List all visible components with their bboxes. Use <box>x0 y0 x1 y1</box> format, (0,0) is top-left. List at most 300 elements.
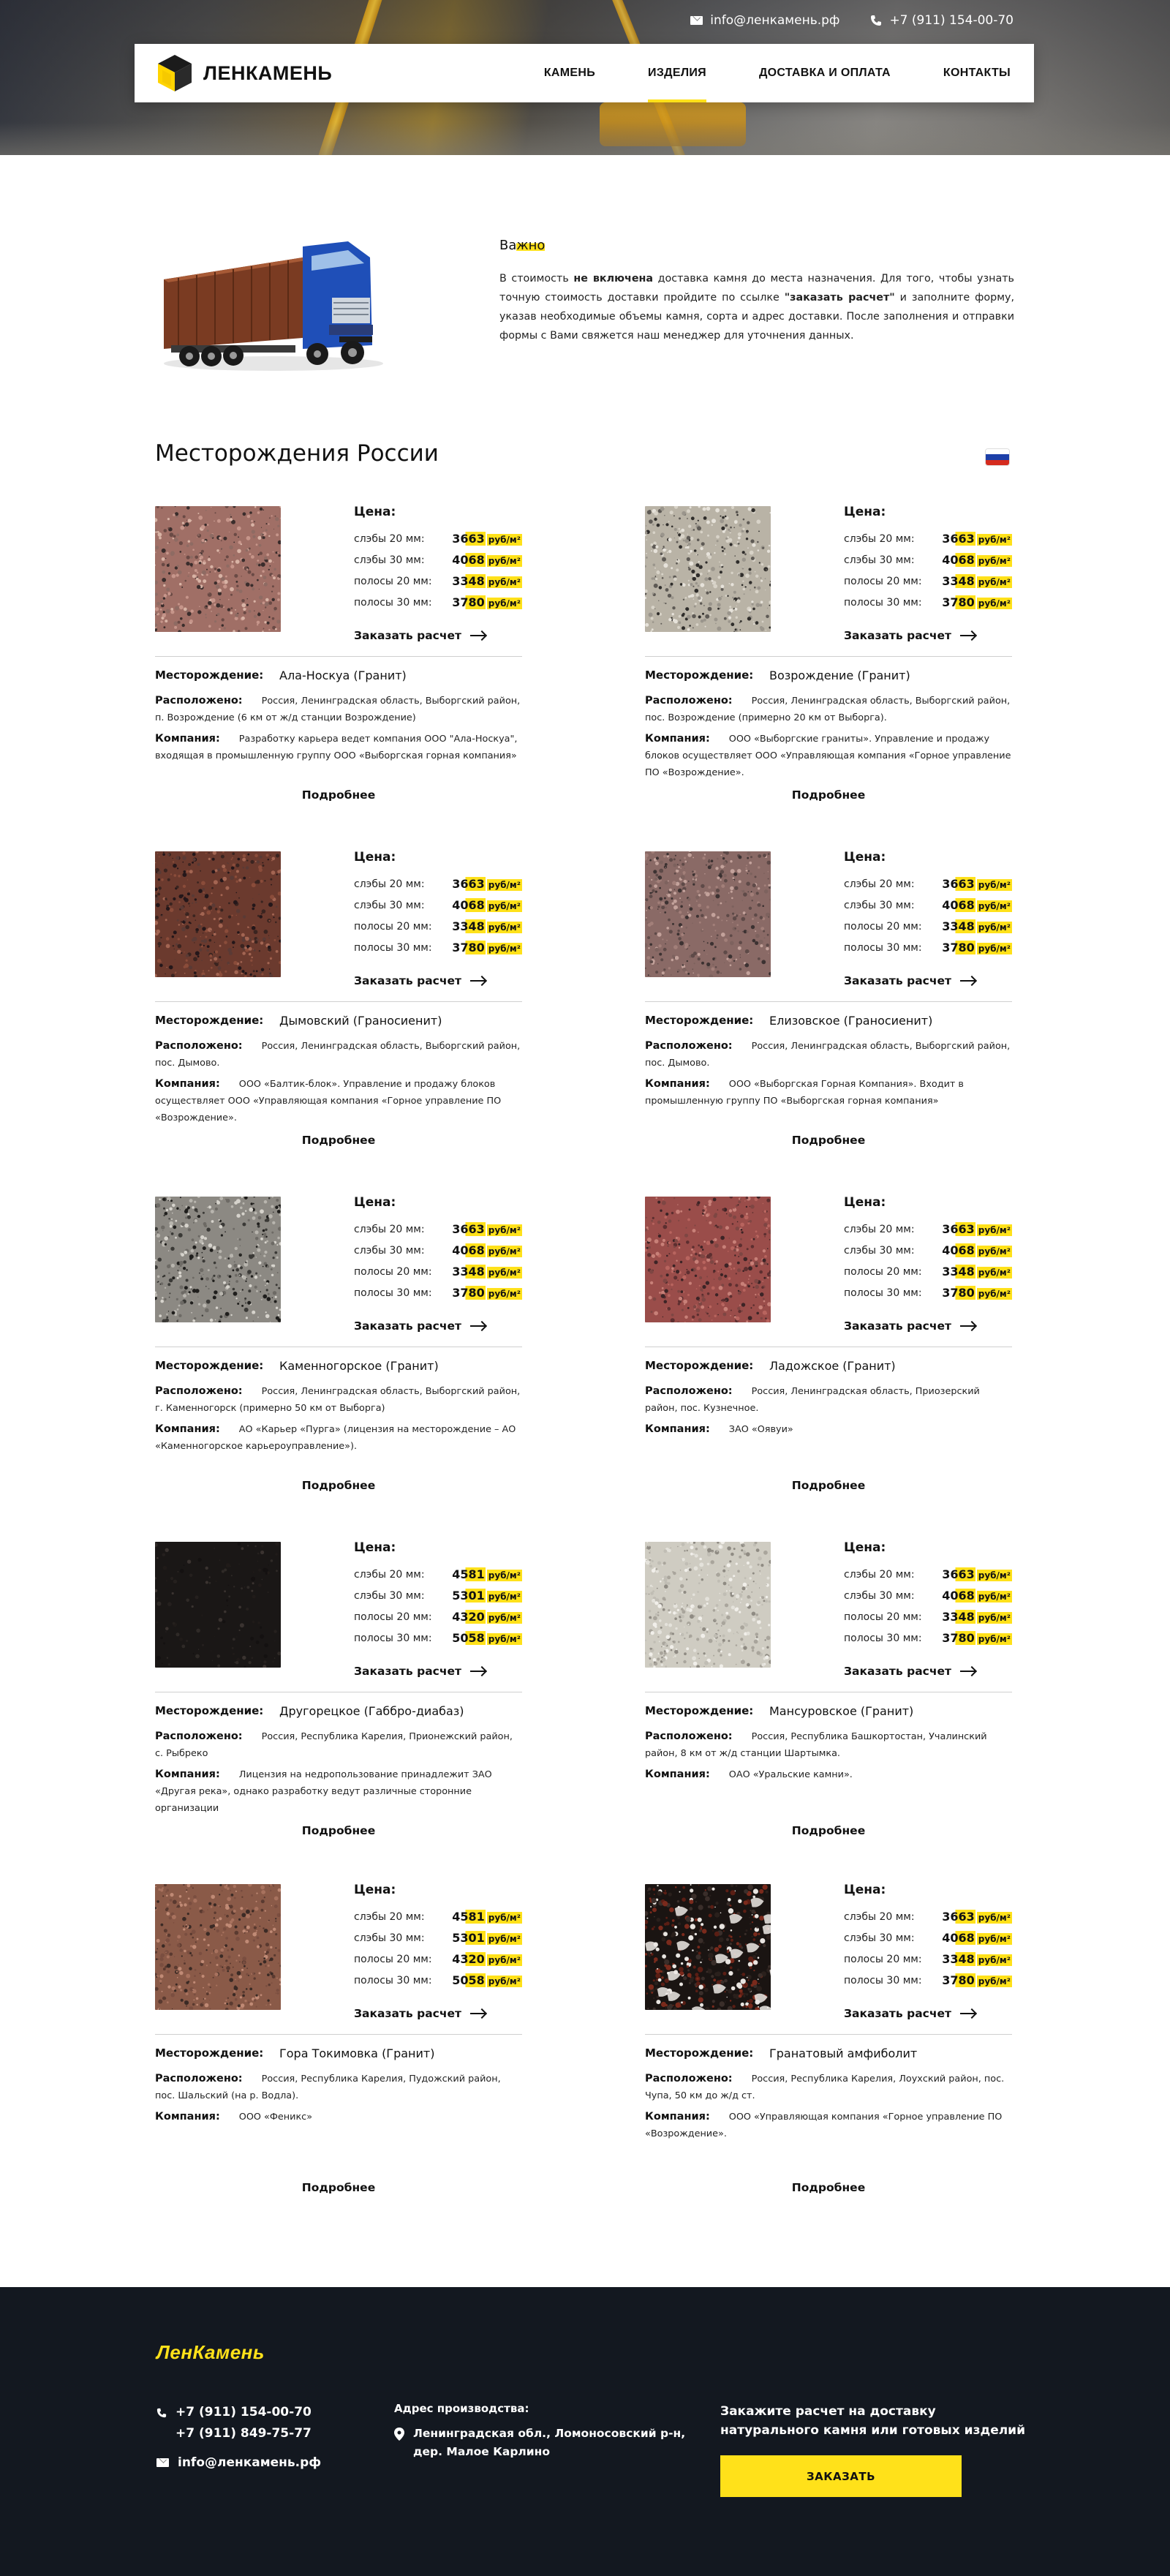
price-row <box>844 1627 1012 1649</box>
price-block <box>354 1195 522 1303</box>
price-label: слэбы 20 мм: <box>354 1223 425 1235</box>
location-pin-icon <box>394 2428 404 2441</box>
location-row <box>155 2071 522 2104</box>
location-value: Россия, Республика Карелия, Пудожский район, пос. Шальский (на р. Водла). <box>155 2074 501 2101</box>
price-number: 4581 <box>452 1910 485 1924</box>
order-calc-label: Заказать расчет <box>844 1319 951 1333</box>
deposit-name: Другорецкое (Габбро-диабаз) <box>279 1704 464 1718</box>
price-unit: руб/м² <box>488 922 521 933</box>
price-title: Цена: <box>844 1883 886 1897</box>
price-value <box>452 1589 522 1603</box>
location-value: Россия, Республика Башкортостан, Учалинский район, 8 км от ж/д станции Шартымка. <box>645 1731 987 1759</box>
price-number: 5058 <box>452 1973 485 1987</box>
price-unit: руб/м² <box>488 944 521 954</box>
logo-cube-icon <box>156 53 193 93</box>
order-calc-label: Заказать расчет <box>354 629 461 642</box>
price-value <box>942 595 1012 609</box>
more-link[interactable]: Подробнее <box>791 1479 866 1492</box>
price-unit: руб/м² <box>488 535 521 545</box>
location-value: Россия, Ленинградская область, Выборгский район, п. Возрождение (6 км от ж/д станции Возрождение) <box>155 696 521 723</box>
price-row <box>354 1585 522 1606</box>
topbar <box>690 13 1014 28</box>
price-value <box>452 1265 522 1278</box>
price-row <box>354 1906 522 1927</box>
stone-sample-image <box>155 1884 281 2010</box>
company-label: Компания: <box>645 2111 710 2123</box>
price-value <box>942 1610 1012 1624</box>
company-row <box>155 1766 522 1817</box>
nav-item-stone[interactable]: КАМЕНЬ <box>543 67 596 79</box>
card-divider <box>155 2034 522 2035</box>
price-label: слэбы 30 мм: <box>844 899 915 911</box>
price-value <box>942 1222 1012 1236</box>
price-value <box>452 1286 522 1300</box>
price-unit: руб/м² <box>488 1913 521 1923</box>
price-label: слэбы 20 мм: <box>354 878 425 890</box>
price-row <box>354 1240 522 1261</box>
company-label: Компания: <box>155 1078 220 1090</box>
price-number: 4068 <box>942 1931 975 1945</box>
stone-sample-image <box>155 506 281 632</box>
company-label: Компания: <box>155 733 220 745</box>
price-unit: руб/м² <box>978 1613 1011 1623</box>
price-unit: руб/м² <box>978 577 1011 587</box>
location-row <box>645 1038 1012 1072</box>
price-label: полосы 20 мм: <box>354 575 432 587</box>
price-label: слэбы 30 мм: <box>354 554 425 566</box>
hero-rubble <box>0 122 1170 155</box>
more-link[interactable]: Подробнее <box>791 1824 866 1837</box>
price-number: 3780 <box>452 941 485 954</box>
price-block <box>354 505 522 613</box>
price-unit: руб/м² <box>978 556 1011 566</box>
company-label: Компания: <box>645 1769 710 1780</box>
deposit-name-row <box>155 2046 522 2060</box>
important-title <box>499 238 545 253</box>
price-number: 3663 <box>452 532 485 546</box>
price-title: Цена: <box>354 1883 396 1897</box>
important-text-bold: не включена <box>573 273 654 285</box>
price-label: полосы 20 мм: <box>844 1953 922 1965</box>
price-value <box>452 532 522 546</box>
card-divider <box>155 1001 522 1002</box>
company-value: Разработку карьера ведет компания ООО "Ала-Носкуа", входящая в промышленную группу ООО «Выборгская горная компания» <box>155 734 518 761</box>
deposit-label: Месторождение: <box>155 1704 264 1717</box>
price-unit: руб/м² <box>978 1976 1011 1986</box>
price-row <box>354 1627 522 1649</box>
deposit-card <box>645 1542 1012 1856</box>
company-row <box>645 1421 1012 1438</box>
price-title: Цена: <box>354 1195 396 1210</box>
deposit-info <box>155 669 522 769</box>
company-label: Компания: <box>155 1769 220 1780</box>
deposit-card <box>645 851 1012 1166</box>
price-unit: руб/м² <box>978 598 1011 609</box>
price-value <box>452 898 522 912</box>
price-block <box>844 1195 1012 1303</box>
location-label: Расположено: <box>155 2073 243 2084</box>
price-row <box>354 1970 522 1991</box>
price-number: 4068 <box>452 1243 485 1257</box>
deposit-label: Месторождение: <box>645 669 754 682</box>
price-number: 4068 <box>942 898 975 912</box>
deposit-label: Месторождение: <box>155 1014 264 1027</box>
price-unit: руб/м² <box>488 1225 521 1235</box>
deposit-card <box>155 1884 522 2199</box>
location-row <box>155 1383 522 1417</box>
price-title: Цена: <box>844 1540 886 1555</box>
price-unit: руб/м² <box>978 1913 1011 1923</box>
price-number: 4320 <box>452 1952 485 1966</box>
price-row <box>844 1906 1012 1927</box>
price-unit: руб/м² <box>978 1592 1011 1602</box>
price-label: слэбы 30 мм: <box>354 1589 425 1602</box>
price-row <box>844 916 1012 937</box>
order-calc-button[interactable] <box>354 2007 485 2020</box>
company-value: ЗАО «Оявуи» <box>728 1424 793 1435</box>
price-value <box>942 1589 1012 1603</box>
arrow-right-icon <box>960 980 975 982</box>
order-calc-link[interactable]: "заказать расчет" <box>784 292 895 304</box>
location-value: Россия, Ленинградская область, Выборгский район, г. Каменногорск (примерно 50 км от Выборга) <box>155 1386 521 1414</box>
footer <box>0 2287 1170 2576</box>
footer-phone-1[interactable] <box>156 2402 312 2423</box>
price-row <box>354 1261 522 1282</box>
arrow-right-icon <box>960 635 975 636</box>
location-value: Россия, Республика Карелия, Прионежский район, с. Рыбреко <box>155 1731 513 1759</box>
deposit-name-row <box>645 1704 1012 1718</box>
price-number: 3348 <box>452 574 485 588</box>
price-block <box>844 1540 1012 1649</box>
order-calc-label: Заказать расчет <box>844 1665 951 1678</box>
stone-sample-image <box>155 1542 281 1668</box>
price-label: слэбы 20 мм: <box>844 1910 915 1923</box>
topbar-email-text: info@ленкамень.рф <box>710 13 840 28</box>
price-value <box>942 1567 1012 1581</box>
price-label: полосы 30 мм: <box>844 1974 922 1986</box>
price-number: 3663 <box>942 1222 975 1236</box>
price-label: слэбы 30 мм: <box>844 1932 915 1944</box>
price-row <box>354 549 522 570</box>
deposit-info <box>155 1359 522 1459</box>
price-number: 3780 <box>942 1286 975 1300</box>
hero-banner <box>0 0 1170 155</box>
price-value <box>942 1265 1012 1278</box>
price-value <box>942 1631 1012 1645</box>
arrow-right-icon <box>960 1325 975 1327</box>
price-unit: руб/м² <box>488 1613 521 1623</box>
price-title: Цена: <box>844 850 886 865</box>
price-label: полосы 20 мм: <box>844 1265 922 1278</box>
stone-sample-image <box>645 1197 771 1322</box>
price-value <box>452 574 522 588</box>
price-row <box>844 528 1012 549</box>
deposit-info <box>155 1014 522 1131</box>
location-label: Расположено: <box>645 1730 733 1742</box>
price-value <box>942 877 1012 891</box>
price-number: 3348 <box>942 1265 975 1278</box>
nav-item-contacts[interactable]: КОНТАКТЫ <box>943 67 1011 79</box>
footer-email-text: info@ленкамень.рф <box>178 2455 322 2470</box>
company-value: ООО «Выборгская Горная Компания». Входит в промышленную группу ПО «Выборгская горная компания» <box>645 1079 964 1107</box>
deposit-label: Месторождение: <box>645 1359 754 1372</box>
price-value <box>942 574 1012 588</box>
deposits-grid <box>0 506 1170 2437</box>
price-label: слэбы 20 мм: <box>354 532 425 545</box>
footer-phone-1-text: +7 (911) 154-00-70 <box>176 2405 312 2419</box>
price-label: полосы 30 мм: <box>354 596 432 609</box>
location-value: Россия, Республика Карелия, Лоухский район, пос. Чупа, 50 км до ж/д ст. <box>645 2074 1005 2101</box>
nav-item-delivery[interactable]: ДОСТАВКА И ОПЛАТА <box>758 67 891 79</box>
price-label: слэбы 20 мм: <box>354 1568 425 1581</box>
location-row <box>645 1728 1012 1762</box>
location-label: Расположено: <box>645 2073 733 2084</box>
price-block <box>354 1540 522 1649</box>
company-value: ООО «Балтик-блок». Управление и продажу блоков осуществляет ООО «Управляющая компания «Горное управление ПО «Возрождение». <box>155 1079 502 1123</box>
price-number: 3663 <box>452 877 485 891</box>
footer-address-lines <box>413 2425 685 2461</box>
order-calc-button[interactable] <box>354 629 485 642</box>
price-value <box>942 1931 1012 1945</box>
more-link[interactable]: Подробнее <box>791 2181 866 2194</box>
order-calc-label: Заказать расчет <box>354 1665 461 1678</box>
russia-flag-icon[interactable] <box>986 449 1009 465</box>
company-label: Компания: <box>645 1078 710 1090</box>
important-title-highlight: жно <box>516 238 546 253</box>
deposit-name: Мансуровское (Гранит) <box>769 1704 914 1718</box>
order-calc-button[interactable] <box>354 1319 485 1333</box>
deposit-card <box>645 1884 1012 2199</box>
price-unit: руб/м² <box>978 1289 1011 1299</box>
price-number: 3348 <box>942 1610 975 1624</box>
price-label: слэбы 30 мм: <box>844 1589 915 1602</box>
price-number: 5301 <box>452 1589 485 1603</box>
price-row <box>844 937 1012 958</box>
logo[interactable] <box>156 53 332 93</box>
deposit-name: Гора Токимовка (Гранит) <box>279 2046 435 2060</box>
arrow-right-icon <box>960 1671 975 1672</box>
stone-sample-image <box>645 506 771 632</box>
price-unit: руб/м² <box>488 1570 521 1581</box>
location-value: Россия, Ленинградская область, Выборгский район, пос. Возрождение (примерно 20 км от Выборга). <box>645 696 1011 723</box>
company-value: ОАО «Уральские камни». <box>728 1769 853 1780</box>
deposit-card <box>155 1197 522 1511</box>
more-link[interactable]: Подробнее <box>301 1479 376 1492</box>
footer-phone-2[interactable]: +7 (911) 849-75-77 <box>176 2426 312 2441</box>
price-value <box>452 877 522 891</box>
more-link[interactable]: Подробнее <box>301 1824 376 1837</box>
price-row <box>354 570 522 592</box>
price-number: 3348 <box>942 574 975 588</box>
price-unit: руб/м² <box>488 1268 521 1278</box>
price-number: 3663 <box>942 877 975 891</box>
deposit-name-row <box>645 669 1012 682</box>
footer-address-line: дер. Малое Карлино <box>413 2445 550 2458</box>
topbar-email[interactable] <box>690 13 839 28</box>
price-unit: руб/м² <box>978 901 1011 911</box>
mail-icon <box>156 2458 169 2467</box>
location-label: Расположено: <box>155 695 243 707</box>
price-row <box>354 937 522 958</box>
price-unit: руб/м² <box>488 556 521 566</box>
deposit-name: Ала-Носкуа (Гранит) <box>279 669 407 682</box>
order-button[interactable]: ЗАКАЗАТЬ <box>720 2455 962 2497</box>
main-nav <box>544 44 1011 102</box>
topbar-phone[interactable] <box>870 13 1014 28</box>
important-body <box>499 269 1014 345</box>
company-row <box>645 2109 1012 2142</box>
price-label: полосы 30 мм: <box>354 1287 432 1299</box>
card-divider <box>645 1001 1012 1002</box>
more-link[interactable]: Подробнее <box>301 1134 376 1147</box>
company-value: Лицензия на недропользование принадлежит ЗАО «Другая река», однако разработку ведут различные сторонние организации <box>155 1769 492 1814</box>
order-calc-label: Заказать расчет <box>354 1319 461 1333</box>
price-row <box>844 592 1012 613</box>
stone-sample-image <box>155 851 281 977</box>
deposit-name-row <box>645 2046 1012 2060</box>
price-title: Цена: <box>354 505 396 519</box>
arrow-right-icon <box>470 635 485 636</box>
company-row <box>645 731 1012 781</box>
order-calc-button[interactable] <box>844 2007 975 2020</box>
price-value <box>942 898 1012 912</box>
price-number: 3780 <box>942 595 975 609</box>
price-label: слэбы 20 мм: <box>844 1568 915 1581</box>
price-row <box>354 592 522 613</box>
nav-item-products[interactable]: ИЗДЕЛИЯ <box>648 44 706 102</box>
price-label: слэбы 20 мм: <box>844 1223 915 1235</box>
price-number: 3780 <box>452 595 485 609</box>
price-block <box>844 1883 1012 1991</box>
price-number: 3663 <box>452 1222 485 1236</box>
price-number: 4068 <box>452 553 485 567</box>
price-label: слэбы 20 мм: <box>844 532 915 545</box>
order-calc-button[interactable] <box>354 974 485 987</box>
price-number: 3348 <box>452 1265 485 1278</box>
deposit-card <box>645 506 1012 821</box>
deposit-label: Месторождение: <box>155 1359 264 1372</box>
price-value <box>452 941 522 954</box>
more-link[interactable]: Подробнее <box>791 788 866 802</box>
important-text-1: В стоимость <box>499 273 574 285</box>
price-row <box>844 1261 1012 1282</box>
deposit-name-row <box>155 669 522 682</box>
deposit-card <box>155 506 522 821</box>
order-calc-button[interactable] <box>844 1665 975 1678</box>
price-unit: руб/м² <box>488 1976 521 1986</box>
price-row <box>354 1564 522 1585</box>
company-value: ООО «Феникс» <box>238 2112 313 2123</box>
deposit-info <box>155 1704 522 1821</box>
company-label: Компания: <box>645 733 710 745</box>
price-label: полосы 30 мм: <box>354 1974 432 1986</box>
order-calc-label: Заказать расчет <box>844 974 951 987</box>
price-number: 3348 <box>452 919 485 933</box>
price-value <box>452 1243 522 1257</box>
location-label: Расположено: <box>155 1730 243 1742</box>
price-value <box>942 1910 1012 1924</box>
location-row <box>645 693 1012 726</box>
price-row <box>354 916 522 937</box>
price-value <box>452 1222 522 1236</box>
price-value <box>942 553 1012 567</box>
order-calc-label: Заказать расчет <box>844 2007 951 2020</box>
price-number: 5301 <box>452 1931 485 1945</box>
price-row <box>844 1970 1012 1991</box>
footer-cta-text: Закажите расчет на доставку натурального камня или готовых изделий <box>720 2404 1026 2438</box>
deposit-name: Возрождение (Гранит) <box>769 669 910 682</box>
company-row <box>155 731 522 764</box>
price-title: Цена: <box>844 1195 886 1210</box>
order-calc-button[interactable] <box>844 1319 975 1333</box>
deposit-info <box>645 1704 1012 1788</box>
deposit-name-row <box>645 1359 1012 1373</box>
price-number: 3663 <box>942 1567 975 1581</box>
price-label: слэбы 20 мм: <box>354 1910 425 1923</box>
price-block <box>354 850 522 958</box>
price-row <box>844 1927 1012 1948</box>
deposit-label: Месторождение: <box>645 1704 754 1717</box>
deposit-name: Елизовское (Граносиенит) <box>769 1014 933 1028</box>
price-label: полосы 30 мм: <box>354 1632 432 1644</box>
price-unit: руб/м² <box>978 880 1011 890</box>
location-row <box>645 2071 1012 2104</box>
price-value <box>942 1973 1012 1987</box>
order-calc-label: Заказать расчет <box>844 629 951 642</box>
order-calc-label: Заказать расчет <box>354 974 461 987</box>
more-link[interactable]: Подробнее <box>791 1134 866 1147</box>
price-value <box>452 919 522 933</box>
more-link[interactable]: Подробнее <box>301 2181 376 2194</box>
price-row <box>844 1219 1012 1240</box>
important-text-3: и заполните форму, указав необходимые объемы камня, сорта и адрес доставки. После заполнения и отправки формы с Вами свяжется наш менеджер для уточнения данных. <box>499 292 1014 342</box>
deposit-label: Месторождение: <box>155 669 264 682</box>
price-number: 4068 <box>942 1589 975 1603</box>
important-section <box>0 155 1170 418</box>
important-title-part: Ва <box>499 238 517 253</box>
price-value <box>942 1243 1012 1257</box>
price-row <box>354 528 522 549</box>
price-block <box>844 505 1012 613</box>
price-label: полосы 20 мм: <box>354 920 432 933</box>
price-row <box>354 1948 522 1970</box>
location-value: Россия, Ленинградская область, Выборгский район, пос. Дымово. <box>645 1041 1011 1069</box>
price-row <box>354 1606 522 1627</box>
price-unit: руб/м² <box>978 1570 1011 1581</box>
price-value <box>452 1567 522 1581</box>
price-value <box>452 1610 522 1624</box>
footer-email[interactable] <box>156 2455 321 2470</box>
stone-sample-image <box>155 1197 281 1322</box>
price-unit: руб/м² <box>488 1289 521 1299</box>
price-number: 4068 <box>942 1243 975 1257</box>
phone-icon <box>156 2408 167 2418</box>
footer-logo[interactable]: ЛенКамень <box>156 2341 265 2363</box>
location-row <box>155 1728 522 1762</box>
more-link[interactable]: Подробнее <box>301 788 376 802</box>
order-calc-button[interactable] <box>354 1665 485 1678</box>
price-unit: руб/м² <box>488 1934 521 1944</box>
order-calc-button[interactable] <box>844 974 975 987</box>
order-calc-button[interactable] <box>844 629 975 642</box>
location-row <box>155 1038 522 1072</box>
price-unit: руб/м² <box>978 1246 1011 1257</box>
deposit-card <box>155 1542 522 1856</box>
arrow-right-icon <box>470 980 485 982</box>
deposit-card <box>645 1197 1012 1511</box>
price-label: полосы 20 мм: <box>844 575 922 587</box>
price-unit: руб/м² <box>488 577 521 587</box>
